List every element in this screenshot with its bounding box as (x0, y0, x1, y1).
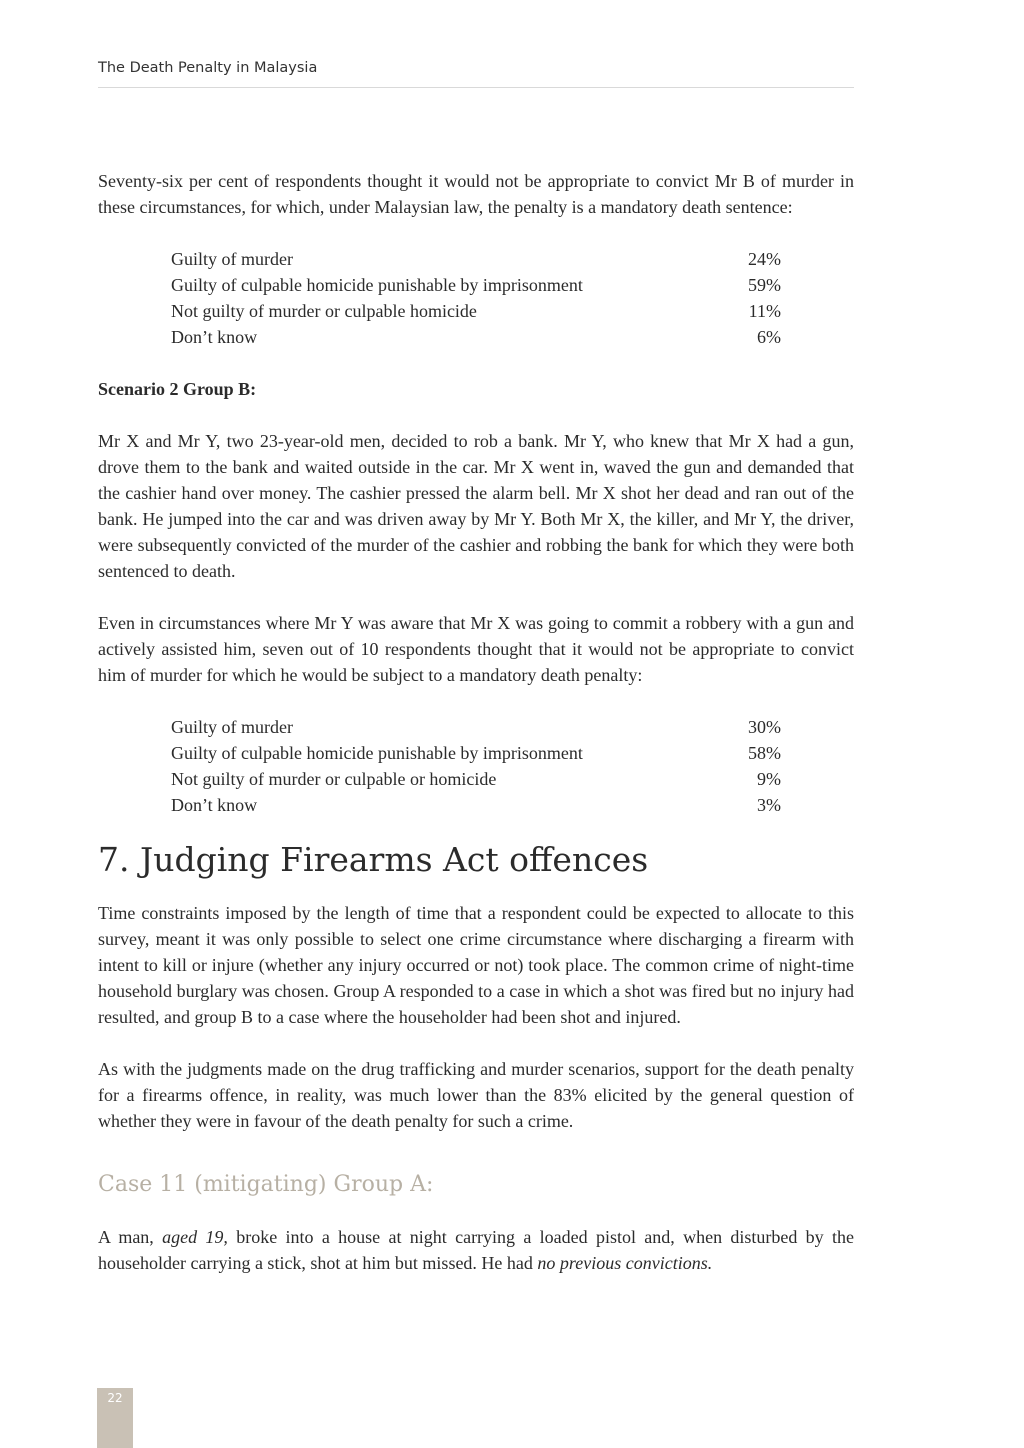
results-table-1 (171, 246, 781, 350)
case-11-text-b: broke into a house at night carrying a loaded pistol and, when disturbed by the householder carrying a stick, shot at him but missed. He had (98, 1227, 854, 1273)
case-11-age: aged 19, (162, 1227, 228, 1247)
result-row (171, 272, 781, 298)
result-label: Not guilty of murder or culpable or homicide (171, 769, 497, 789)
result-row (171, 766, 781, 792)
scenario-2-title: Scenario 2 Group B: (98, 379, 257, 399)
case-11-heading: Case 11 (mitigating) Group A: (98, 1172, 434, 1197)
result-label: Don’t know (171, 327, 258, 347)
result-value: 24% (748, 249, 781, 269)
intro-paragraph: Seventy-six per cent of respondents thought it would not be appropriate to convict Mr B of murder in these circumstances, for which, under Malaysian law, the penalty is a mandatory death sentence: (98, 171, 854, 217)
page-number: 22 (107, 1391, 123, 1405)
section-7-paragraph-2: As with the judgments made on the drug trafficking and murder scenarios, support for the death penalty for a firearms offence, in reality, was much lower than the 83% elicited by the general question of whether they were in favour of the death penalty for such a crime. (98, 1059, 854, 1131)
result-label: Guilty of murder (171, 717, 293, 737)
result-label: Not guilty of murder or culpable homicide (171, 301, 477, 321)
result-value: 30% (748, 717, 781, 737)
result-value: 6% (757, 327, 781, 347)
result-value: 3% (757, 795, 781, 815)
running-header (98, 60, 854, 88)
result-label: Guilty of culpable homicide punishable by imprisonment (171, 743, 583, 763)
scenario-2-analysis-paragraph: Even in circumstances where Mr Y was aware that Mr X was going to commit a robbery with a gun and actively assisted him, seven out of 10 respondents thought that it would not be appropriate to convict him of murder for which he would be subject to a mandatory death penalty: (98, 613, 854, 685)
case-11-text-a: A man, (98, 1227, 163, 1247)
result-label: Don’t know (171, 795, 258, 815)
case-11-paragraph (98, 1224, 854, 1276)
results-table-2 (171, 714, 781, 818)
result-row (171, 740, 781, 766)
result-label: Guilty of culpable homicide punishable by imprisonment (171, 275, 583, 295)
result-value: 59% (748, 275, 781, 295)
page-number-tab (97, 1388, 133, 1448)
result-value: 11% (748, 301, 781, 321)
result-label: Guilty of murder (171, 249, 293, 269)
result-row (171, 298, 781, 324)
result-row (171, 714, 781, 740)
scenario-2-paragraph: Mr X and Mr Y, two 23-year-old men, decided to rob a bank. Mr Y, who knew that Mr X had a gun, drove them to the bank and waited outside in the car. Mr X went in, waved the gun and demanded that the cashier hand over money. The cashier pressed the alarm bell. Mr X shot her dead and ran out of the bank. He jumped into the car and was driven away by Mr Y. Both Mr X, the killer, and Mr Y, the driver, were subsequently convicted of the murder of the cashier and robbing the bank for which they were both sentenced to death. (98, 431, 854, 581)
section-heading: 7. Judging Firearms Act offences (98, 840, 649, 879)
result-row (171, 792, 781, 818)
page-content (98, 168, 854, 1276)
result-row (171, 324, 781, 350)
result-value: 58% (748, 743, 781, 763)
result-value: 9% (757, 769, 781, 789)
result-row (171, 246, 781, 272)
case-11-convictions: no previous convictions. (537, 1253, 713, 1273)
section-7-paragraph-1: Time constraints imposed by the length of time that a respondent could be expected to allocate to this survey, meant it was only possible to select one crime circumstance where discharging a firearm with intent to kill or injure (whether any injury occurred or not) took place. The common crime of night-time household burglary was chosen. Group A responded to a case in which a shot was fired but no injury had resulted, and group B to a case where the householder had been shot and injured. (98, 903, 854, 1027)
running-header-title: The Death Penalty in Malaysia (98, 60, 318, 76)
